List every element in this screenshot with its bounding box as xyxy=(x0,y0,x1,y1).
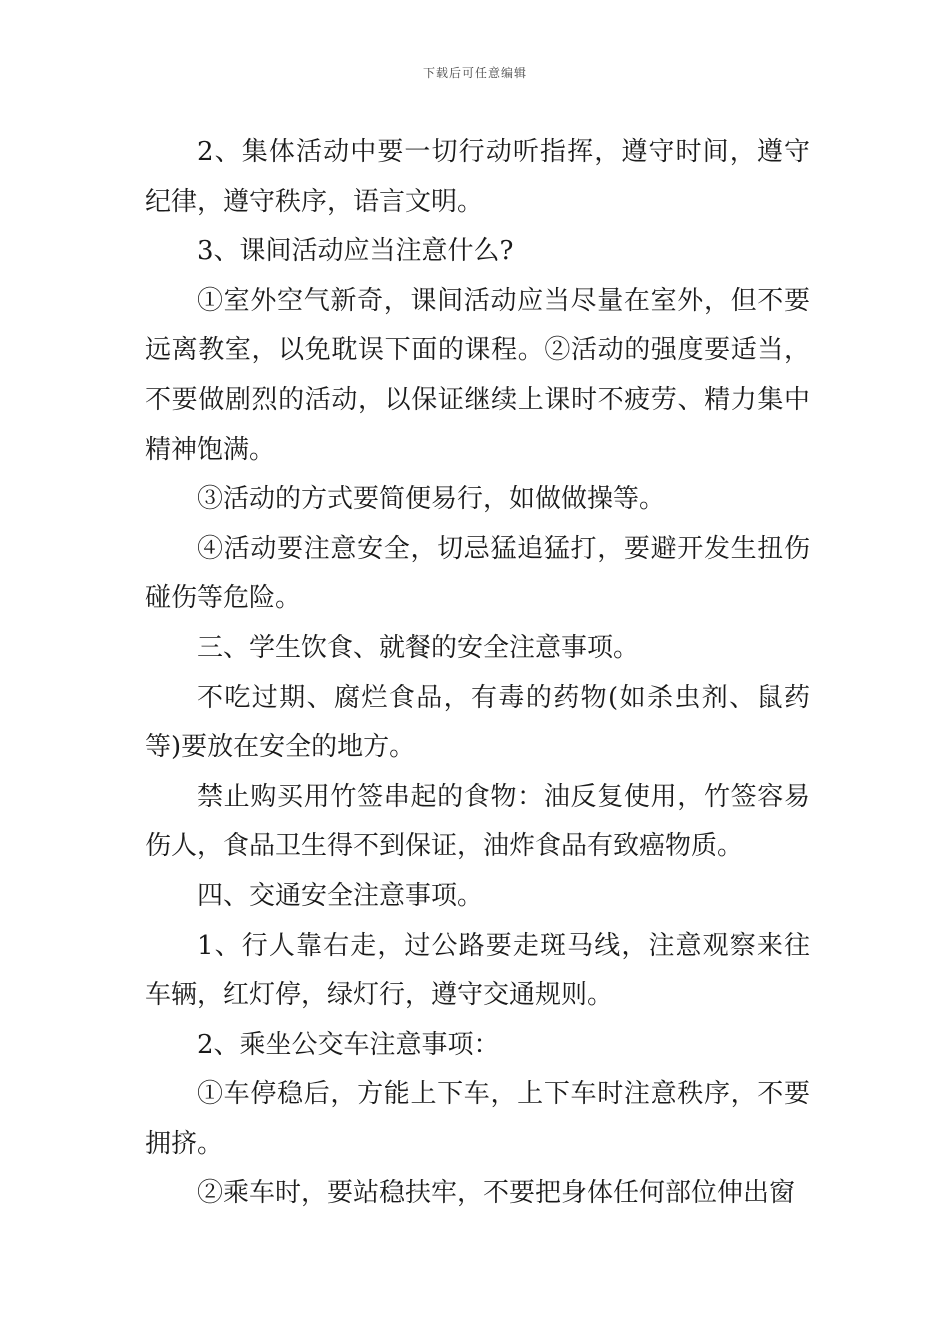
paragraph: ①车停稳后，方能上下车，上下车时注意秩序，不要拥挤。 xyxy=(145,1079,810,1159)
paragraph: 3、课间活动应当注意什么? xyxy=(197,236,514,267)
paragraph: 2、集体活动中要一切行动听指挥，遵守时间，遵守纪律，遵守秩序，语言文明。 xyxy=(145,137,810,217)
paragraph: 不吃过期、腐烂食品，有毒的药物(如杀虫剂、鼠药等)要放在安全的地方。 xyxy=(145,682,810,763)
paragraph: 2、乘坐公交车注意事项： xyxy=(197,1029,500,1060)
page-header: 下载后可任意编辑 xyxy=(422,66,527,80)
paragraph: 三、学生饮食、就餐的安全注意事项。 xyxy=(197,632,640,663)
paragraph: ③活动的方式要简便易行，如做做操等。 xyxy=(197,484,666,515)
paragraph: ①室外空气新奇，课间活动应当尽量在室外，但不要远离教室，以免耽误下面的课程。②活动的强度要适当，不要做剧烈的活动，以保证继续上课时不疲劳、精力集中精神饱满。 xyxy=(145,285,810,465)
paragraph: ④活动要注意安全，切忌猛追猛打，要避开发生扭伤碰伤等危险。 xyxy=(145,533,810,614)
paragraph: ②乘车时，要站稳扶牢，不要把身体任何部位伸出窗 xyxy=(197,1178,796,1209)
paragraph: 1、行人靠右走，过公路要走斑马线，注意观察来往车辆，红灯停，绿灯行，遵守交通规则。 xyxy=(145,930,810,1011)
paragraph: 禁止购买用竹签串起的食物：油反复使用，竹签容易伤人，食品卫生得不到保证，油炸食品有致癌物质。 xyxy=(145,781,810,862)
document-body xyxy=(145,128,810,1219)
paragraph: 四、交通安全注意事项。 xyxy=(197,880,484,911)
